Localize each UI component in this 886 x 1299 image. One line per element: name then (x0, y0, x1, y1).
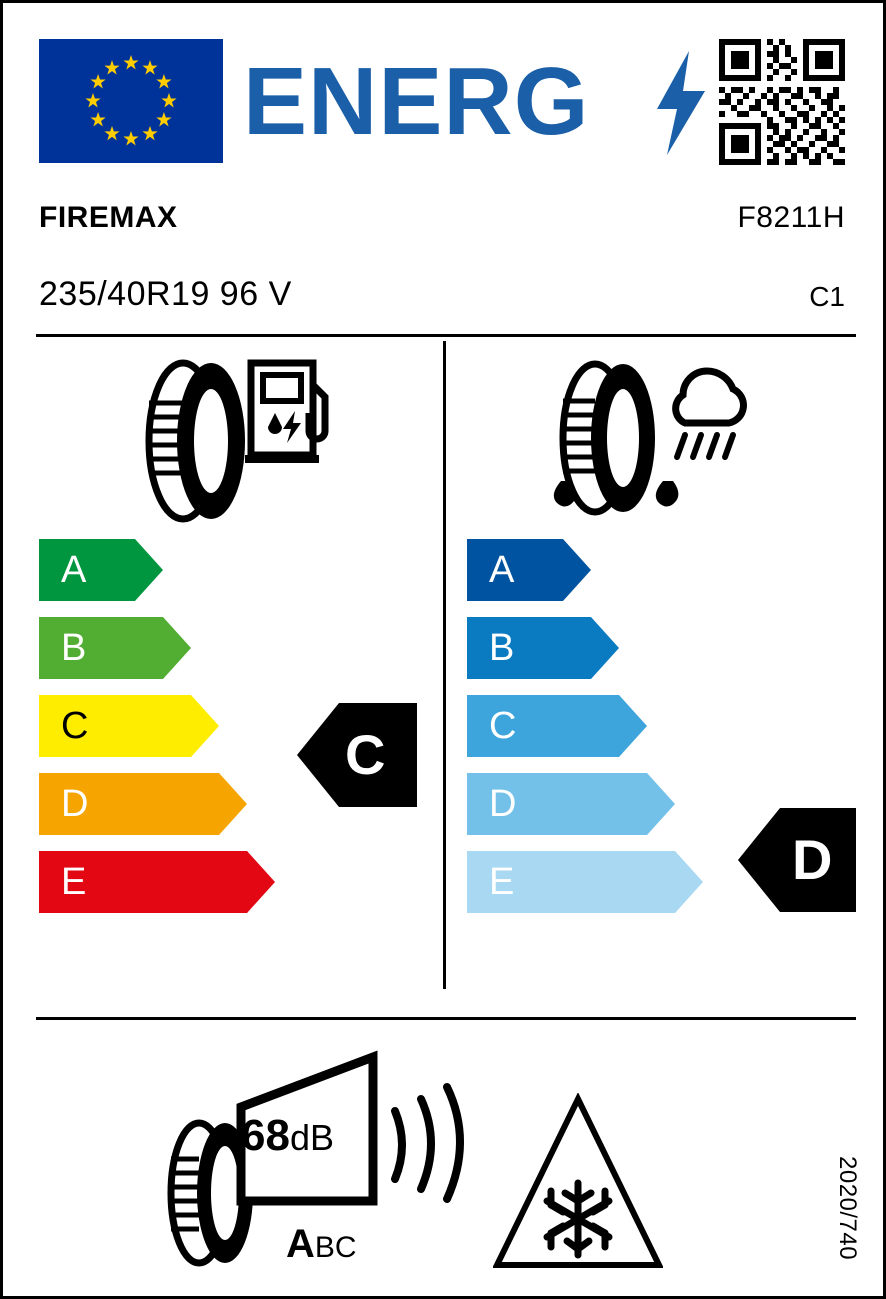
brand-name: FIREMAX (39, 201, 178, 234)
snowflake-mountain-icon (493, 1093, 663, 1278)
fuel-grade-c-letter: C (61, 705, 89, 747)
wet-grade-e-letter: E (489, 861, 515, 903)
rain-cloud-icon (676, 371, 744, 457)
wet-grade-a-letter: A (489, 549, 515, 591)
tire-icon (149, 363, 245, 519)
fuel-grade-e-letter: E (61, 861, 87, 903)
tire-wet-icon (554, 364, 679, 512)
tyre-size: 235/40R19 96 V (39, 275, 292, 313)
noise-class-selected: A (286, 1222, 315, 1266)
fuel-grade-a-letter: A (61, 549, 87, 591)
qr-code-icon (719, 39, 845, 165)
noise-decibels: 68 (241, 1111, 290, 1160)
fuel-grade-b-letter: B (61, 627, 87, 669)
wet-grade-b-letter: B (489, 627, 515, 669)
noise-value (241, 1111, 334, 1161)
regulation-code: 2020/740 (834, 1155, 861, 1260)
fuel-grade-d-letter: D (61, 783, 89, 825)
eu-flag-icon (39, 39, 223, 163)
wet-grade-c-letter: C (489, 705, 517, 747)
divider-top (36, 334, 856, 337)
divider-bottom (36, 1017, 856, 1020)
fuel-grade-result (297, 703, 417, 807)
tyre-class: C1 (809, 281, 845, 312)
wet-grade-result-letter: D (792, 828, 833, 891)
divider-vertical (443, 341, 446, 989)
wet-grade-d-letter: D (489, 783, 517, 825)
noise-class-row (286, 1222, 357, 1267)
lightning-bolt-icon (651, 51, 711, 155)
energy-wordmark: ENERG (243, 48, 590, 155)
wet-grip-pictogram (533, 353, 753, 533)
noise-unit: dB (289, 1117, 334, 1158)
fuel-grade-result-letter: C (345, 723, 386, 786)
fuel-pump-icon (245, 363, 325, 463)
model-code: F8211H (737, 201, 845, 234)
wet-grade-result (738, 808, 856, 912)
fuel-efficiency-pictogram (123, 353, 333, 533)
noise-class-others: BC (314, 1231, 357, 1264)
